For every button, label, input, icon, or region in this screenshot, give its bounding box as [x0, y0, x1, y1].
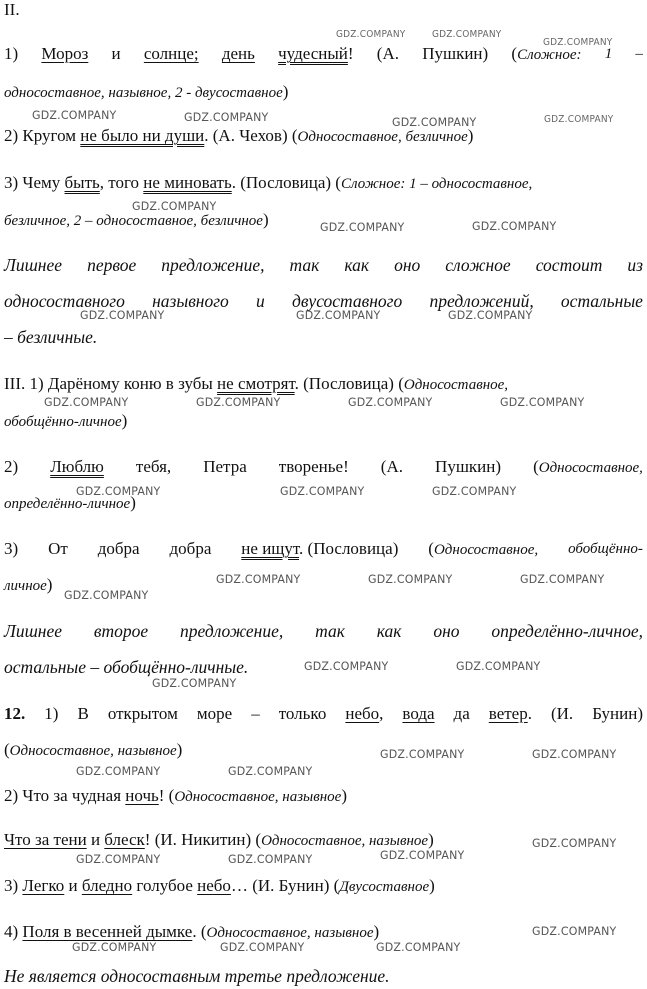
- watermark: GDZ.COMPANY: [228, 764, 313, 779]
- word: 1): [44, 704, 59, 723]
- word: определённо-личное,: [491, 621, 643, 641]
- word: (: [4, 740, 10, 759]
- watermark: GDZ.COMPANY: [432, 29, 502, 41]
- word: двусоставного: [291, 291, 403, 311]
- word: III. 1) Дарёному коню в зубы: [4, 374, 213, 393]
- word: Лишнее: [4, 621, 63, 641]
- word: . (: [192, 922, 207, 941]
- predicate: не миновать: [143, 173, 232, 192]
- watermark: GDZ.COMPANY: [544, 114, 614, 126]
- note: Двусоставное: [339, 879, 430, 895]
- sentence-3-2-line1: [4, 457, 643, 478]
- sentence-3-1-line1: [4, 374, 643, 395]
- subject: солнце;: [143, 44, 199, 63]
- note: Сложное: 1 – односоставное,: [340, 176, 533, 192]
- watermark: GDZ.COMPANY: [380, 747, 465, 762]
- word: предложение,: [180, 621, 284, 641]
- word: ): [121, 411, 128, 430]
- word: Пушкин): [435, 457, 502, 476]
- watermark: GDZ.COMPANY: [152, 676, 237, 691]
- watermark: GDZ.COMPANY: [280, 484, 365, 499]
- note: Сложное:: [517, 47, 582, 63]
- word: 3) Чему: [4, 173, 61, 192]
- subject: Поля в весенней дымке: [22, 922, 193, 941]
- word: остальные: [560, 291, 643, 311]
- note: Односоставное, безличное: [297, 129, 468, 145]
- watermark: GDZ.COMPANY: [132, 199, 217, 214]
- subject: день: [221, 44, 255, 63]
- watermark: GDZ.COMPANY: [380, 848, 465, 863]
- watermark: GDZ.COMPANY: [296, 308, 381, 323]
- watermark: GDZ.COMPANY: [532, 924, 617, 939]
- sentence-12-1-line1: [4, 704, 643, 724]
- sentence-3-1-line2: [4, 411, 643, 432]
- note: 1: [604, 46, 613, 62]
- word: Бунин): [592, 704, 643, 723]
- word: добра: [169, 539, 212, 558]
- note: Односоставное,: [538, 460, 643, 476]
- predicate: Люблю: [50, 457, 104, 476]
- word: остальные – обобщённо-личные.: [4, 657, 249, 677]
- sentence-12-2: [4, 786, 643, 807]
- word: ): [467, 126, 474, 145]
- word: .: [527, 704, 532, 723]
- word: и: [68, 876, 78, 895]
- subject: блеск: [104, 830, 145, 849]
- note: Односоставное, назывное: [9, 743, 177, 759]
- word: предложений,: [429, 291, 534, 311]
- watermark: GDZ.COMPANY: [392, 115, 477, 130]
- predicate: быть: [64, 173, 100, 192]
- word: оно: [394, 255, 421, 275]
- watermark: GDZ.COMPANY: [76, 764, 161, 779]
- watermark: GDZ.COMPANY: [76, 484, 161, 499]
- watermark: GDZ.COMPANY: [500, 395, 585, 410]
- watermark: GDZ.COMPANY: [532, 747, 617, 762]
- sentence-2-1-line2: [4, 82, 643, 103]
- note: Односоставное,: [403, 377, 509, 393]
- watermark: GDZ.COMPANY: [216, 572, 301, 587]
- word: ! (И. Никитин) (: [144, 830, 262, 849]
- word: . (Пословица) (: [231, 173, 341, 192]
- word: От: [48, 539, 68, 558]
- word: (: [511, 44, 518, 63]
- word: В: [77, 704, 89, 723]
- watermark: GDZ.COMPANY: [72, 940, 157, 955]
- word: ): [46, 575, 53, 594]
- note: безличное, 2 – односоставное, безличное: [4, 213, 263, 229]
- watermark: GDZ.COMPANY: [348, 395, 433, 410]
- predicate: чудесный: [278, 44, 348, 63]
- word: предложение,: [161, 255, 265, 275]
- watermark: GDZ.COMPANY: [184, 110, 269, 125]
- word: (А.: [376, 44, 399, 63]
- word: да: [453, 704, 470, 723]
- note: Односоставное, назывное: [174, 789, 342, 805]
- word: ): [373, 922, 380, 941]
- word: как: [376, 621, 402, 641]
- word: открытом: [107, 704, 178, 723]
- word: . (Пословица) (: [294, 374, 404, 393]
- watermark: GDZ.COMPANY: [80, 308, 165, 323]
- subject: Мороз: [41, 44, 89, 63]
- word: и: [111, 44, 121, 63]
- watermark: GDZ.COMPANY: [196, 395, 281, 410]
- word: 4): [4, 922, 19, 941]
- word: тебя,: [135, 457, 172, 476]
- word: !: [347, 44, 354, 63]
- word: –: [251, 704, 260, 723]
- word: … (И. Бунин) (: [230, 876, 340, 895]
- watermark: GDZ.COMPANY: [320, 220, 405, 235]
- conclusion-3-line1: [4, 621, 643, 641]
- word: добра: [97, 539, 140, 558]
- word: так: [315, 621, 345, 641]
- subject: небо: [197, 876, 231, 895]
- word: ): [341, 786, 347, 805]
- word: и: [256, 291, 265, 311]
- watermark: GDZ.COMPANY: [472, 219, 557, 234]
- word: (: [428, 539, 434, 558]
- predicate: не смотрят: [217, 374, 295, 393]
- watermark: GDZ.COMPANY: [520, 572, 605, 587]
- word: ): [282, 82, 289, 101]
- sentence-2-3-line1: [4, 173, 643, 194]
- sentence-3-3-line1: [4, 539, 643, 560]
- word: Кругом: [22, 126, 77, 145]
- watermark: GDZ.COMPANY: [64, 588, 149, 603]
- word: (И.: [550, 704, 574, 723]
- conclusion-2-line1: [4, 255, 643, 275]
- subject: ночь: [125, 786, 159, 805]
- word: первое: [87, 255, 137, 275]
- note: Односоставное, назывное: [206, 925, 374, 941]
- watermark: GDZ.COMPANY: [532, 836, 617, 851]
- watermark: GDZ.COMPANY: [304, 659, 389, 674]
- subject: небо: [345, 704, 380, 723]
- word: так: [289, 255, 320, 275]
- subject: ветер: [488, 704, 528, 723]
- word: назывного: [152, 291, 229, 311]
- predicate: не было ни души: [80, 126, 205, 145]
- note: обобщённо-: [568, 541, 643, 557]
- word: . (Пословица): [299, 539, 399, 558]
- word: 2) Что за чудная: [4, 786, 122, 805]
- word: ): [176, 740, 183, 759]
- word: ): [429, 876, 435, 895]
- watermark: GDZ.COMPANY: [32, 108, 117, 123]
- note: личное: [4, 578, 47, 594]
- watermark: GDZ.COMPANY: [376, 940, 461, 955]
- word: ): [428, 830, 434, 849]
- note: Односоставное, назывное: [261, 833, 429, 849]
- word: Петра: [203, 457, 247, 476]
- word: Лишнее: [4, 255, 63, 275]
- watermark: GDZ.COMPANY: [228, 852, 313, 867]
- watermark: GDZ.COMPANY: [220, 940, 305, 955]
- subject: вода: [402, 704, 435, 723]
- watermark: GDZ.COMPANY: [44, 395, 129, 410]
- word: , того: [99, 173, 140, 192]
- word: оно: [433, 621, 460, 641]
- word: 3): [4, 876, 19, 895]
- word: ,: [379, 704, 384, 723]
- section-heading-2: [4, 0, 643, 20]
- note: односоставное, назывное, 2 - двусоставное: [4, 85, 283, 101]
- word: 3): [4, 539, 19, 558]
- word: ): [262, 210, 269, 229]
- subject: Легко: [22, 876, 65, 895]
- watermark: GDZ.COMPANY: [432, 484, 517, 499]
- word: Не является односоставным третье предложение.: [4, 966, 390, 986]
- watermark: GDZ.COMPANY: [448, 308, 533, 323]
- word: односоставного: [4, 291, 125, 311]
- watermark: GDZ.COMPANY: [368, 572, 453, 587]
- predicate: не ищут: [241, 539, 300, 558]
- conclusion-2-line3: [4, 327, 643, 347]
- sentence-2-2: [4, 126, 643, 147]
- note: обобщённо-личное: [4, 414, 122, 430]
- subject: Что за тени: [4, 830, 87, 849]
- watermark: GDZ.COMPANY: [76, 852, 161, 867]
- word: . (А. Чехов) (: [204, 126, 298, 145]
- word: море: [196, 704, 233, 723]
- word: 1): [4, 44, 19, 63]
- word: как: [344, 255, 370, 275]
- note: Односоставное,: [433, 542, 539, 558]
- word: из: [627, 255, 643, 275]
- word: и: [90, 830, 101, 849]
- subject: бледно: [81, 876, 133, 895]
- note: –: [635, 46, 643, 62]
- word: только: [278, 704, 327, 723]
- word: ! (: [158, 786, 175, 805]
- exercise-number: 12.: [4, 704, 26, 723]
- watermark: GDZ.COMPANY: [456, 659, 541, 674]
- watermark: GDZ.COMPANY: [336, 29, 406, 41]
- word: сложное: [445, 255, 511, 275]
- sentence-12-3: [4, 876, 643, 897]
- watermark: GDZ.COMPANY: [543, 37, 613, 49]
- word: второе: [93, 621, 149, 641]
- word: Пушкин): [422, 44, 489, 63]
- heading-text: II.: [4, 0, 20, 19]
- conclusion-12: [4, 966, 643, 986]
- word: 2): [4, 457, 19, 476]
- word: – безличные.: [4, 327, 98, 347]
- word: творенье!: [278, 457, 349, 476]
- word: 2): [4, 126, 19, 145]
- note: определённо-личное: [4, 496, 131, 512]
- word: голубое: [136, 876, 193, 895]
- word: ): [130, 493, 136, 512]
- word: состоит: [535, 255, 603, 275]
- word: (А.: [380, 457, 403, 476]
- word: (: [533, 457, 539, 476]
